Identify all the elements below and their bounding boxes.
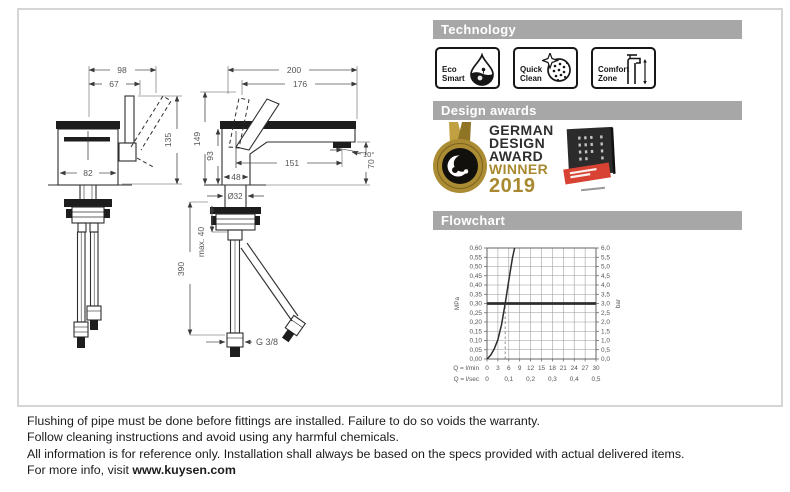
note-line-cleaning: Follow cleaning instructions and avoid using any harmful chemicals. [27,430,399,445]
comfortzone-badge [591,47,656,89]
x-tick-label-lmin: 24 [570,365,578,372]
x-tick-label-lmin: 6 [507,365,511,372]
x-tick-label-lmin: 27 [581,365,589,372]
x-tick-label-lmin: 30 [592,365,600,372]
side-body-width-dim: 82 [83,168,93,178]
y-tick-label-mpa: 0,10 [469,337,482,345]
y-tick-label-bar: 5,5 [601,254,610,262]
spout-outlet [333,142,351,148]
x-axis-label-lsec: Q = l/sec [453,376,479,383]
x-axis-label-lmin: Q = l/min [453,365,479,372]
y-tick-label-bar: 6,0 [601,245,610,253]
german-design-award-text [489,124,554,197]
note-line-warranty: Flushing of pipe must be done before fittings are installed. Failure to do so voids the warranty. [27,414,540,428]
y-tick-label-bar: 1,0 [601,337,610,345]
hose-length-dim: 390 [176,261,186,277]
german-design-award-medal-icon [430,118,490,202]
x-tick-label-lmin: 21 [559,365,567,372]
flowchart-section-header [433,211,742,230]
handle-swing-range-dashed [131,96,171,168]
technology-title: Technology [441,22,516,37]
y-tick-label-mpa: 0,05 [469,346,482,354]
y-tick-label-mpa: 0,50 [469,263,482,271]
x-tick-label-lsec: 0,2 [526,376,536,383]
flowchart-title: Flowchart [441,213,506,228]
more-info-prefix: For more info, visit [27,463,133,478]
iconic-award-badge-icon [558,124,624,198]
x-tick-label-lsec: 0,3 [547,376,557,383]
footer-notes [27,413,685,479]
spout-reach-dim: 151 [284,158,300,168]
front-width-total-dim: 200 [286,65,302,75]
y-tick-label-mpa: 0,40 [469,282,482,290]
x-tick-label-lmin: 0 [485,365,489,372]
gda-year: 2019 [489,175,536,197]
x-tick-label-lmin: 15 [537,365,546,372]
quickclean-label-line1: Quick [520,65,543,74]
y-tick-label-mpa: 0,45 [469,272,482,280]
x-tick-label-lmin: 18 [548,365,556,372]
technical-drawing [0,0,430,400]
y-tick-label-mpa: 0,55 [469,254,482,262]
angled-hose-fitting [280,315,306,344]
note-line-more-info [27,462,685,478]
y-tick-label-bar: 1,5 [601,328,610,336]
technology-section-header [433,20,742,39]
x-tick-label-lmin: 12 [527,365,535,372]
x-tick-label-lsec: 0,1 [504,376,514,383]
gda-line2: DESIGN [489,135,546,151]
ecosmart-drop-icon [469,53,495,86]
gda-line3: AWARD [489,148,544,164]
y-axis-label-mpa: MPa [454,296,461,311]
design-awards-title: Design awards [441,103,537,118]
website-link: www.kuysen.com [132,463,236,478]
side-depth-total-dim: 98 [117,65,127,75]
comfortzone-label-line2: Zone [598,73,618,83]
y-tick-label-mpa: 0,30 [469,300,482,308]
x-tick-label-lsec: 0,4 [569,376,579,383]
y-tick-label-mpa: 0,15 [469,328,482,336]
y-tick-label-bar: 0,0 [601,356,610,364]
faucet-side-view [48,96,171,348]
quickclean-sparkle-icon [542,53,573,84]
comfortzone-faucet-icon [624,53,651,85]
ecosmart-label-line1: Eco [442,65,457,74]
front-height-handle-dim: 149 [192,131,202,147]
y-tick-label-mpa: 0,25 [469,309,482,317]
y-tick-label-bar: 3,0 [601,300,610,308]
connection-thread-dim: G 3/8 [256,337,279,347]
shank-diameter-dim: Ø32 [227,192,243,201]
technology-badges [435,47,656,89]
y-tick-label-mpa: 0,00 [469,356,482,364]
y-tick-label-bar: 0,5 [601,346,610,354]
front-width-spout-dim: 176 [292,79,308,89]
y-tick-label-mpa: 0,20 [469,319,482,327]
comfortzone-label-line1: Comfort [598,65,630,74]
y-tick-label-bar: 3,5 [601,291,610,299]
faucet-front-view [204,98,364,357]
note-line-reference: All information is for reference only. Installation shall always be based on the specs provided with actual delivered items. [27,446,685,461]
y-axis-label-bar: bar [615,298,622,309]
y-tick-label-bar: 2,0 [601,319,610,327]
y-tick-label-bar: 4,0 [601,282,610,290]
y-tick-label-mpa: 0,60 [469,245,482,253]
spout-angle-dim: 10° [363,150,375,159]
dimension-labels [83,65,376,347]
x-tick-label-lmin: 9 [517,365,522,372]
quickclean-label-line2: Clean [520,73,542,83]
y-tick-label-mpa: 0,35 [469,291,482,299]
y-tick-label-bar: 2,5 [601,309,610,317]
gda-line4: WINNER [489,161,549,177]
y-tick-label-bar: 5,0 [601,263,610,271]
gda-line1: GERMAN [489,122,554,138]
side-depth-handle-dim: 67 [109,79,119,89]
ecosmart-badge [435,47,500,89]
outlet-clearance-dim: 70 [366,159,376,169]
base-width-dim: 48 [231,172,241,182]
flowchart-graph [440,233,785,393]
y-tick-label-bar: 4,5 [601,272,610,280]
side-height-total-dim: 135 [163,132,173,148]
quickclean-badge [513,47,578,89]
x-tick-label-lmin: 3 [496,365,500,372]
ecosmart-label-line2: Smart [442,73,465,83]
front-height-spout-dim: 93 [205,151,215,161]
x-tick-label-lsec: 0 [485,376,489,383]
x-tick-label-lsec: 0,5 [591,376,601,383]
mounting-depth-dim: max. 40 [196,226,206,258]
